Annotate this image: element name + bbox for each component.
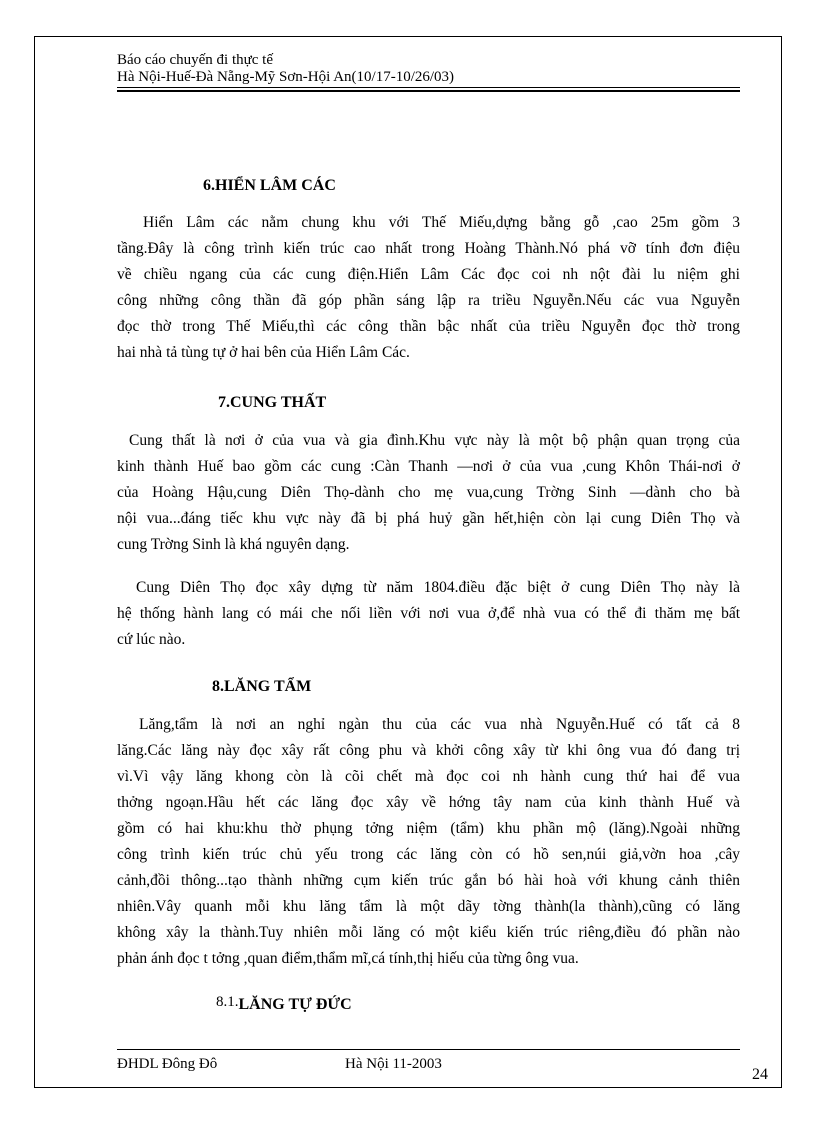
text-line: cảnh,đồi thông...tạo thành những cụm kiến trúc gắn bó hài hoà với khung cảnh thiên	[117, 872, 740, 889]
section-7-heading: 7.CUNG THẤT	[218, 394, 327, 411]
section-8-1-number: 8.1.	[216, 994, 239, 1010]
section-7-paragraph-1	[117, 428, 740, 558]
text-line: hai nhà tả tùng tự ở hai bên của Hiển Lâm Các.	[117, 344, 410, 361]
section-8-1-title: LĂNG TỰ ĐỨC	[238, 996, 352, 1013]
section-6-paragraph	[117, 210, 740, 366]
footer-institution: ĐHDL Đông Đô	[117, 1056, 218, 1072]
text-line: nhiên.Vây quanh mỗi khu lăng tẩm là một dãy tờng thành(la thành),cũng có lăng	[117, 898, 740, 915]
text-line: hệ thống hành lang có mái che nối liền với nơi vua ở,để nhà vua có thể đi thăm mẹ bất	[117, 605, 740, 622]
text-line: không xây la thành.Tuy nhiên mỗi lăng có một kiểu kiến trúc riêng,điều đó phần nào	[117, 924, 740, 941]
header-rule-thin	[117, 87, 740, 88]
text-line: Hiển Lâm các nằm chung khu với Thế Miếu,dựng bằng gỗ ,cao 25m gồm 3	[143, 214, 740, 231]
header-title: Báo cáo chuyến đi thực tế	[117, 52, 273, 68]
text-line: tầng.Đây là công trình kiến trúc cao nhất trong Hoàng Thành.Nó phá vỡ tính đơn điệu	[117, 240, 740, 257]
text-line: cứ lúc nào.	[117, 631, 186, 648]
header-route: Hà Nội-Huế-Đà Nẵng-Mỹ Sơn-Hội An(10/17-10/26/03)	[117, 69, 455, 85]
text-line: lăng.Các lăng này đọc xây rất công phu và khởi công xây từ khi ông vua đó đang trị	[117, 742, 740, 759]
section-8-paragraph	[117, 712, 740, 972]
text-line: của Hoàng Hậu,cung Diên Thọ-dành cho mẹ vua,cung Trờng Sinh —dành cho bà	[117, 484, 740, 501]
header-rule-thick	[117, 90, 740, 92]
text-line: về chiều ngang của các cung điện.Hiển Lâm Các đọc coi nh nột đài lu niệm ghi	[117, 266, 740, 283]
text-line: Cung thất là nơi ở của vua và gia đình.Khu vực này là một bộ phận quan trọng của	[129, 432, 740, 449]
text-line: thởng ngoạn.Hầu hết các lăng đọc xây về hớng tây nam của kinh thành Huế và	[117, 794, 740, 811]
text-line: nội vua...đáng tiếc khu vực này đã bị phá huỷ gần hết,hiện còn lại cung Diên Thọ và	[117, 510, 740, 527]
text-line: kinh thành Huế bao gồm các cung :Càn Thanh —nơi ở của vua ,cung Khôn Thái-nơi ở	[117, 458, 740, 475]
footer-rule	[117, 1049, 740, 1050]
section-6-heading: 6.HIỂN LÂM CÁC	[203, 177, 336, 194]
section-8-1-heading	[216, 995, 352, 1015]
text-line: Cung Diên Thọ đọc xây dựng từ năm 1804.điều đặc biệt ở cung Diên Thọ này là	[136, 579, 740, 596]
text-line: cung Trờng Sinh là khá nguyên dạng.	[117, 536, 350, 553]
text-line: công trình kiến trúc chủ yếu trong các lăng còn có hồ sen,núi giả,vờn hoa ,cây	[117, 846, 740, 863]
section-7-paragraph-2	[117, 575, 740, 653]
text-line: phản ánh đọc t tởng ,quan điểm,thẩm mĩ,cá tính,thị hiếu của từng ông vua.	[117, 950, 579, 967]
text-line: đọc thờ trong Thế Miếu,thì các công thần bậc nhất của triều Nguyễn đọc thờ trong	[117, 318, 740, 335]
text-line: gồm có hai khu:khu thờ phụng tởng niệm (tẩm) khu phần mộ (lăng).Ngoài những	[117, 820, 740, 837]
section-8-heading: 8.LĂNG TẨM	[212, 678, 312, 695]
page-number: 24	[752, 1066, 768, 1083]
text-line: công những công thần đã góp phần sáng lập ra triều Nguyễn.Nếu các vua Nguyễn	[117, 292, 740, 309]
footer-date: Hà Nội 11-2003	[345, 1056, 442, 1072]
text-line: vì.Vì vậy lăng khong còn là cõi chết mà đọc coi nh hành cung thứ hai để vua	[117, 768, 740, 785]
text-line: Lăng,tẩm là nơi an nghỉ ngàn thu của các vua nhà Nguyễn.Huế có tất cả 8	[139, 716, 740, 733]
